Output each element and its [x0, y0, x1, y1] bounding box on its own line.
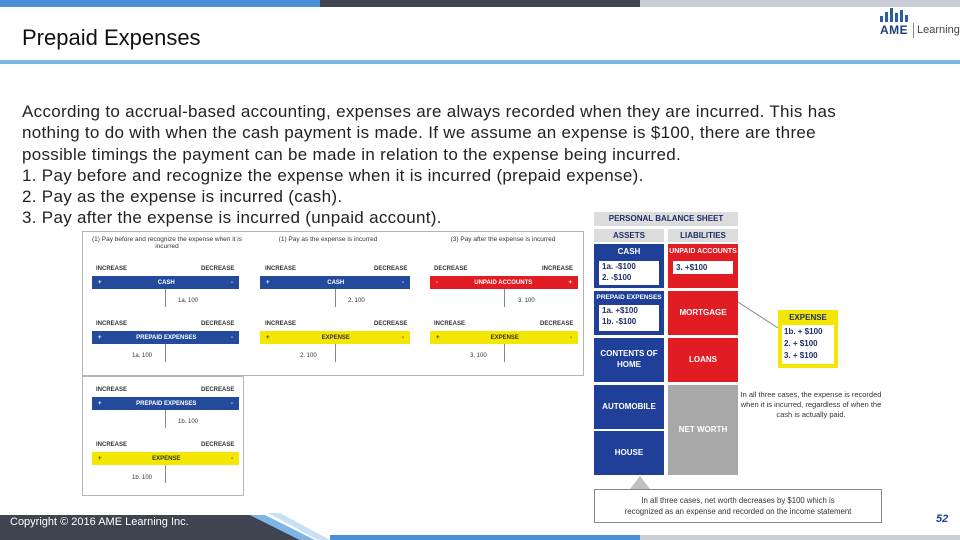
t-entry: 1a. 100 — [178, 298, 199, 304]
t-account-cash-1: + CASH - — [92, 276, 239, 289]
expense-row: 1b. + $100 — [784, 327, 823, 336]
t-entry: 3. 100 — [518, 298, 535, 304]
bs-net-worth: NET WORTH — [668, 385, 738, 475]
up-arrow-icon — [630, 476, 650, 489]
t-entry: 2. 100 — [300, 353, 317, 359]
expense-note: In all three cases, the expense is recorded when it is incurred, regardless of when the cash is actually paid. — [740, 390, 882, 419]
t-label: DECREASE — [374, 266, 408, 272]
bs-loans: LOANS — [668, 338, 738, 382]
expense-row: 3. + $100 — [784, 351, 818, 360]
t-account-cash-2: + CASH - — [260, 276, 410, 289]
t-label: INCREASE — [265, 266, 297, 272]
logo-bars-icon — [878, 8, 914, 22]
ame-learning-logo — [878, 8, 958, 44]
t-label: DECREASE — [201, 266, 235, 272]
body-line: nothing to do with when the cash payment is made. If we assume an expense is $100, there are three — [22, 123, 816, 143]
bs-cash: CASH 1a. -$100 2. -$100 — [594, 244, 664, 288]
t-header-1: (1) Pay before and recognize the expense when it is incurred — [92, 236, 242, 250]
bs-unpaid-accounts: UNPAID ACCOUNTS 3. +$100 — [668, 244, 738, 288]
t-label: DECREASE — [201, 321, 235, 327]
t-label: DECREASE — [540, 321, 574, 327]
bs-house: HOUSE — [594, 431, 664, 475]
expense-title: EXPENSE — [789, 313, 827, 322]
title-rule — [0, 60, 960, 64]
t-header-3: (3) Pay after the expense is incurred — [450, 236, 556, 243]
t-label: DECREASE — [201, 442, 235, 448]
bs-automobile: AUTOMOBILE — [594, 385, 664, 429]
connector-line — [738, 298, 780, 338]
bs-prepaid-expenses: PREPAID EXPENSES 1a. +$100 1b. -$100 — [594, 291, 664, 335]
logo-suffix: Learning — [917, 24, 960, 36]
t-entry: 1a. 100 — [132, 353, 153, 359]
expense-row: 2. + $100 — [784, 339, 818, 348]
bs-liabilities-header: LIABILITIES — [668, 229, 738, 242]
t-account-expense-1b: + EXPENSE - — [92, 452, 239, 465]
bs-assets-header: ASSETS — [594, 229, 664, 242]
t-label: DECREASE — [434, 266, 468, 272]
t-accounts-panel — [82, 231, 584, 376]
bs-contents-of-home: CONTENTS OF HOME — [594, 338, 664, 382]
t-entry: 1b. 100 — [178, 419, 199, 425]
slide-title: Prepaid Expenses — [22, 25, 201, 50]
bs-title: PERSONAL BALANCE SHEET — [594, 212, 738, 226]
body-line: According to accrual-based accounting, expenses are always recorded when they are incurred. This has — [22, 102, 837, 121]
body-line: 1. Pay before and recognize the expense when it is incurred (prepaid expense). — [22, 165, 644, 185]
copyright: Copyright © 2016 AME Learning Inc. — [10, 516, 189, 528]
t-account-unpaid-3: - UNPAID ACCOUNTS + — [430, 276, 578, 289]
body-line: possible timings the payment can be made in relation to the expense being incurred. — [22, 144, 682, 164]
body-line: 2. Pay as the expense is incurred (cash). — [22, 187, 343, 207]
expense-box — [778, 310, 838, 368]
t-account-expense-3: + EXPENSE - — [430, 331, 578, 344]
t-label: DECREASE — [201, 387, 235, 393]
t-label: INCREASE — [96, 266, 128, 272]
t-label: DECREASE — [374, 321, 408, 327]
t-label: INCREASE — [96, 387, 128, 393]
t-account-prepaid-1b: + PREPAID EXPENSES - — [92, 397, 239, 410]
t-label: INCREASE — [96, 442, 128, 448]
t-label: INCREASE — [265, 321, 297, 327]
t-label: INCREASE — [96, 321, 128, 327]
personal-balance-sheet — [594, 212, 738, 475]
t-entry: 2. 100 — [348, 298, 365, 304]
logo-brand: AME — [880, 23, 909, 37]
net-worth-note: In all three cases, net worth decreases by $100 which is recognized as an expense and recorded on the income statement — [594, 489, 882, 523]
t-label: INCREASE — [542, 266, 574, 272]
t-label: INCREASE — [434, 321, 466, 327]
t-account-expense-2: + EXPENSE - — [260, 331, 410, 344]
t-account-prepaid-1: + PREPAID EXPENSES - — [92, 331, 239, 344]
t-header-2: (1) Pay as the expense is incurred — [278, 236, 378, 243]
body-line: 3. Pay after the expense is incurred (unpaid account). — [22, 208, 442, 228]
t-accounts-panel-1b — [82, 376, 244, 496]
t-entry: 3. 100 — [470, 353, 487, 359]
page-number: 52 — [936, 513, 949, 525]
top-bar — [0, 0, 960, 7]
bs-mortgage: MORTGAGE — [668, 291, 738, 335]
body-text — [22, 101, 947, 229]
t-entry: 1b. 100 — [132, 475, 153, 481]
